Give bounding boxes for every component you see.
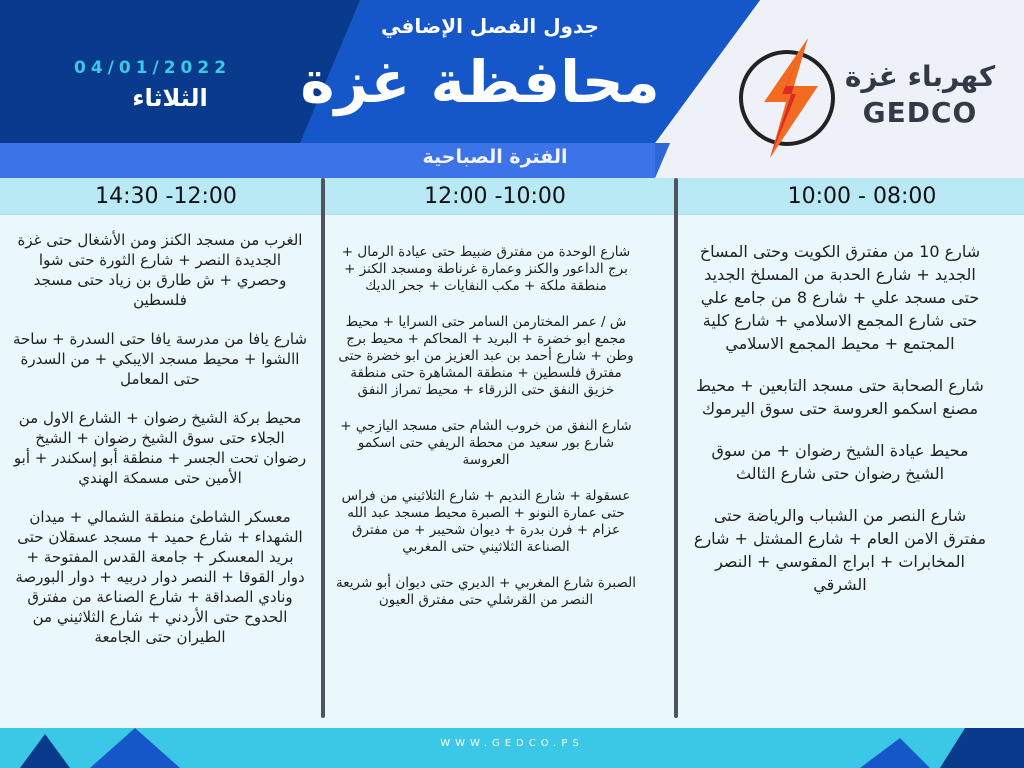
area-entry: شارع النفق من خروب الشام حتى مسجد اليازجي + شارع بور سعيد من محطة الريفي حتى اسكمو العروسة xyxy=(340,418,632,468)
schedule-subtitle: جدول الفصل الإضافي xyxy=(381,14,599,38)
area-entry: شارع الصحابة حتى مسجد التابعين + محيط مصنع اسكمو العروسة حتى سوق اليرموك xyxy=(696,376,984,418)
time-slot-1: 10:00 - 08:00 xyxy=(787,184,937,209)
area-entry: شارع الوحدة من مفترق ضبيط حتى عيادة الرمال + برج الداعور والكنز وعمارة غرناطة ومسجد الكنز + منطقة ملكة + مكب النفايات + جحر الديك xyxy=(341,244,631,294)
area-entry: شارع 10 من مفترق الكويت وحتى المساخ الجديد + شارع الحدبة من المسلخ الجديد حتى مسجد علي + شارع 8 من جامع علي حتى شارع المجمع الاسلامي + شارع كلية المجتمع + محيط المجمع الاسلامي xyxy=(699,242,981,353)
period-label: الفترة الصباحية xyxy=(422,146,568,168)
area-entry: شارع النصر من الشباب والرياضة حتى مفترق الامن العام + شارع المشتل + شارع المخابرات + ابراج المقوسي + النصر الشرقي xyxy=(693,506,987,594)
area-entry: ش / عمر المختارمن السامر حتى السرايا + محيط مجمع ابو خضرة + البريد + المحاكم + محيط برج وطن + شارع أحمد بن عبد العزيز من ابو خضرة حتى مفترق فلسطين + منطقة المشاهرة حتى منطقة خزيق النفق حتى الزرقاء + محيط تمراز النفق xyxy=(338,314,634,398)
column-divider-left xyxy=(321,178,325,718)
schedule-column-2 xyxy=(336,244,636,628)
time-slot-3: 14:30 -12:00 xyxy=(95,184,237,209)
website-link[interactable]: WWW.GEDCO.PS xyxy=(440,738,584,749)
time-slots-bar xyxy=(0,178,1024,215)
date-text: 04/01/2022 xyxy=(74,58,232,78)
footer-bar xyxy=(0,728,1024,768)
area-entry: شارع يافا من مدرسة يافا حتى السدرة + ساحة االشوا + محيط مسجد الايبكي + من السدرة حتى المعامل xyxy=(12,330,308,388)
column-divider-right xyxy=(674,178,678,718)
day-text: الثلاثاء xyxy=(132,84,208,112)
area-entry: محيط بركة الشيخ رضوان + الشارع الاول من الجلاء حتى سوق الشيخ رضوان + الشيخ رضوان تحت الجسر + منطقة أبو إسكندر + أبو الأمين حتى مسمكة الهندي xyxy=(13,409,307,487)
brand-name-arabic: كهرباء غزة xyxy=(844,60,996,93)
schedule-column-1 xyxy=(690,240,990,615)
area-entry: محيط عيادة الشيخ رضوان + من سوق الشيخ رضوان حتى شارع الثالث xyxy=(711,441,969,483)
gedco-logo-icon xyxy=(734,38,840,158)
schedule-column-3 xyxy=(12,230,308,666)
area-entry: عسقولة + شارع النديم + شارع الثلاثيني من فراس حتى عمارة النونو + الصبرة محيط مسجد عبد الله عزام + فرن بدرة + ديوان شحيبر + من مفترق الصناعة الثلاثيني حتى المغربي xyxy=(341,488,631,555)
area-entry: معسكر الشاطئ منطقة الشمالي + ميدان الشهداء + شارع حميد + مسجد عسقلان حتى بريد المعسكر + جامعة القدس المفتوحة + دوار القوقا + النصر دوار دربيه + دوار البورصة ونادي الصداقة + شارع الصناعة من مفترق الحدوح حتى الأردني + شارع الثلاثيني من الطيران حتى الجامعة xyxy=(15,508,305,646)
brand-name-english: GEDCO xyxy=(862,96,978,129)
area-entry: الغرب من مسجد الكنز ومن الأشغال حتى غزة الجديدة النصر + شارع الثورة حتى شوا وحصري + ش طارق بن زياد حتى مسجد فلسطين xyxy=(17,231,303,309)
time-slot-2: 12:00 -10:00 xyxy=(424,184,566,209)
area-entry: الصبرة شارع المغربي + الديري حتى ديوان أبو شريعة النصر من القرشلي حتى مفترق العيون xyxy=(336,575,636,608)
header-banner xyxy=(0,0,1024,178)
page-title: محافظة غزة xyxy=(300,48,660,116)
